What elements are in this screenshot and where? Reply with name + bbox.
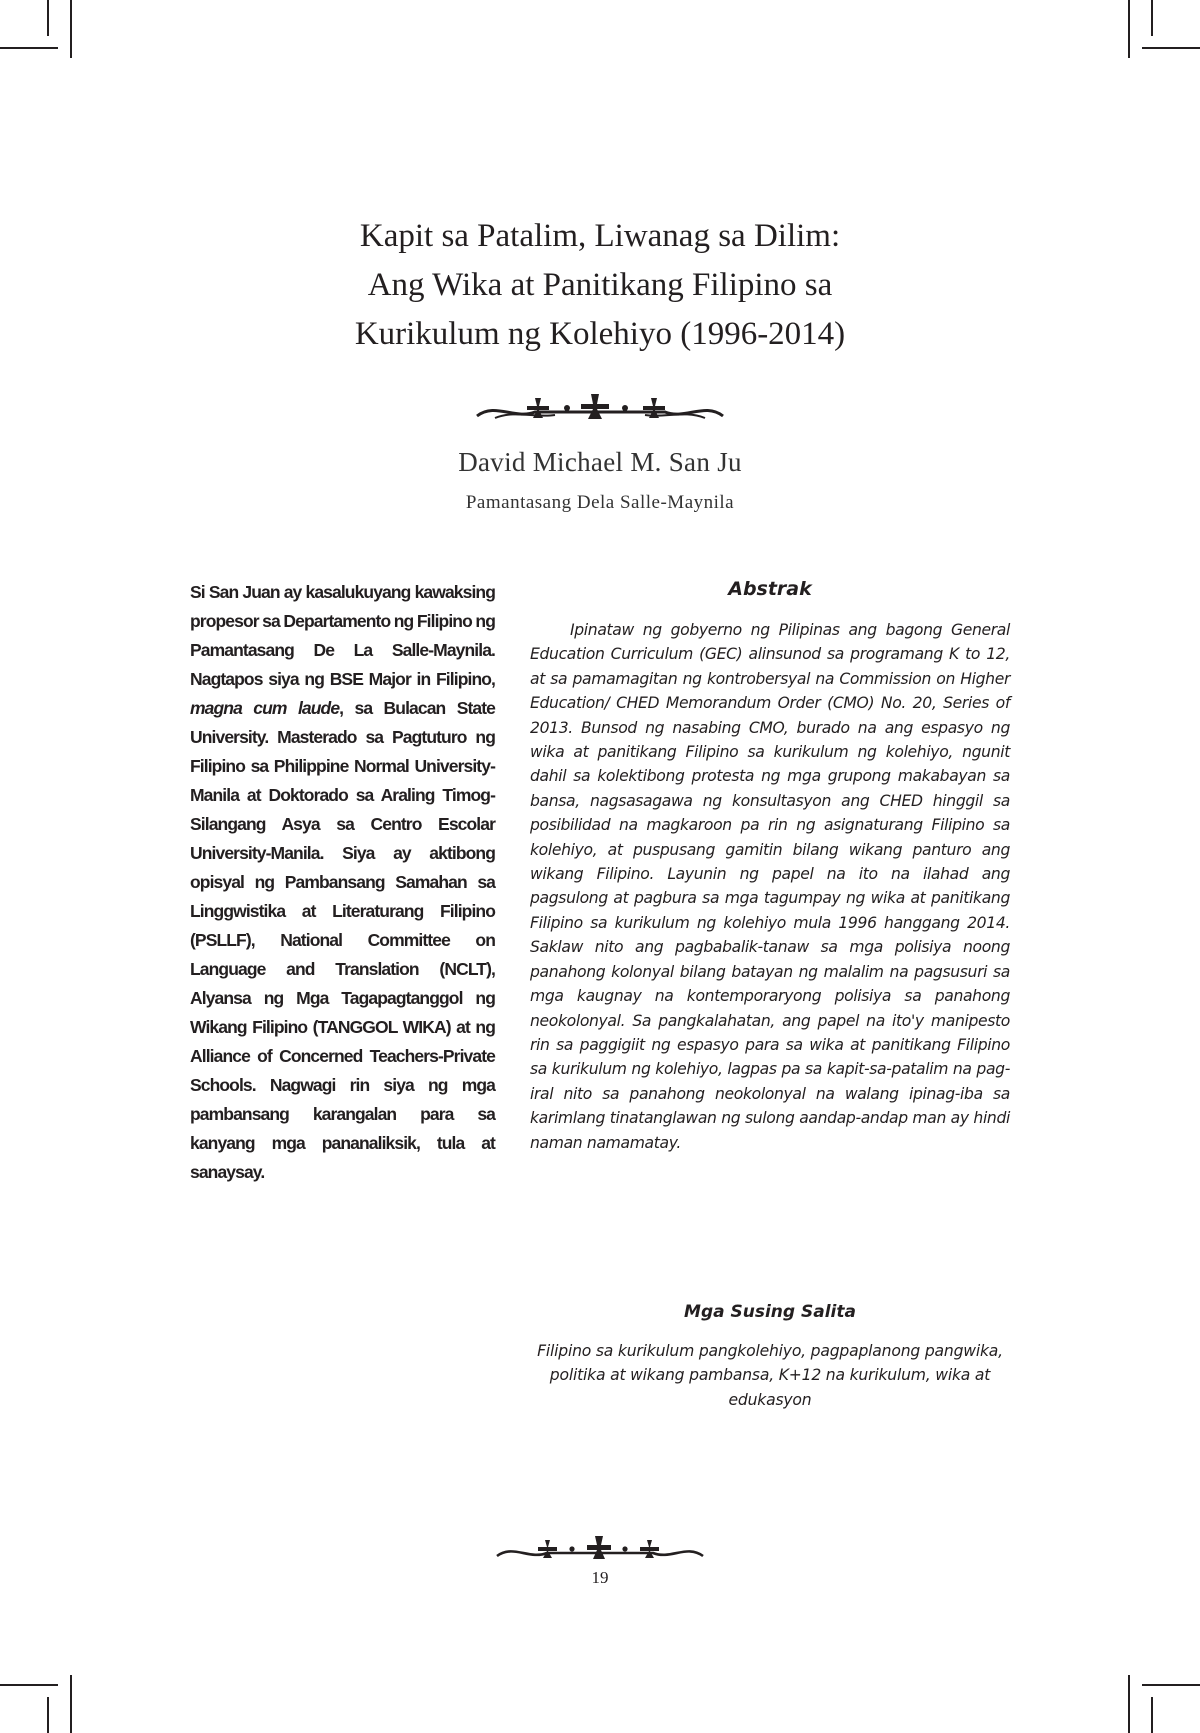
paper-title <box>260 212 940 359</box>
crop-mark-tr-v2 <box>1151 0 1153 36</box>
author-bio <box>190 578 495 1187</box>
author-affiliation: Pamantasang Dela Salle-Maynila <box>465 492 735 513</box>
crop-mark-bl-v2 <box>47 1697 49 1733</box>
crop-mark-bl-h <box>0 1684 58 1686</box>
crop-mark-tr-h <box>1142 47 1200 49</box>
title-line-1: Kapit sa Patalim, Liwanag sa Dilim: <box>359 218 841 254</box>
crop-mark-br-h <box>1142 1684 1200 1686</box>
keywords-body: Filipino sa kurikulum pangkolehiyo, pagpaplanong pangwika, politika at wikang pambansa, K+12 na kurikulum, wika at edukasyon <box>537 1342 1003 1409</box>
abstract-body <box>530 618 1010 1155</box>
crop-mark-bl-v <box>70 1675 72 1733</box>
bio-text-2: , sa Bulacan State University. Masterado sa Pagtuturo ng Filipino sa Philippine Normal University-Manila at Doktorado sa Araling Timog-Silangang Asya sa Centro Escolar University-Manila. Siya ay aktibong opisyal ng Pambansang Samahan sa Linggwistika at Literaturang Filipino (PSLLF), National Committee on Language and Translation (NCLT), Alyansa ng Mga Tagapagtanggol ng Wikang Filipino (TANGGOL WIKA) at ng Alliance of Concerned Teachers-Private Schools. Nagwagi rin siya ng mga pambansang karangalan para sa kanyang mga pananaliksik, tula at sanaysay. <box>190 698 495 1182</box>
abstract-paragraph: Ipinataw ng gobyerno ng Pilipinas ang bagong General Education Curriculum (GEC) alinsunod sa programang K to 12, at sa pamamagitan ng kontrobersyal na Commission on Higher Education/ CHED Memorandum Order (CMO) No. 20, Series of 2013. Bunsod ng nasabing CMO, burado na ang espasyo ng wika at panitikang Filipino sa kurikulum ng kolehiyo, ngunit dahil sa kolektibong protesta ng mga grupong makabayan sa bansa, nagsasagawa ng konsultasyon ang CHED hinggil sa posibilidad na magkaroon pa rin ng asignaturang Filipino sa kolehiyo, at puspusang gamitin bilang wikang panturo ang wikang Filipino. Layunin ng papel na ito na ilahad ang pagsulong at pagbura sa mga tagumpay ng wika at panitikang Filipino sa kurikulum ng kolehiyo mula 1996 hanggang 2014. Saklaw nito ang pagbabalik-tanaw sa mga polisiya noong panahong kolonyal bilang batayan ng malalim na pagsusuri sa mga kaugnay na kontemporaryong polisiya sa panahong neokolonyal. Sa pangkalahatan, ang papel na ito'y manipesto rin sa paggigiit ng espasyo para sa wika at panitikang Filipino sa kurikulum ng kolehiyo, lagpas pa sa kapit-sa-patalim na pag-iral nito sa panahong neokolonyal na walang ipinag-iba sa karimlang tinatanglawan ng sulong aandap-andap man ay hindi naman namamatay. <box>530 621 1010 1152</box>
crop-mark-br-v <box>1128 1675 1130 1733</box>
crop-mark-tr-v <box>1128 0 1130 58</box>
abstract-heading: Abstrak <box>728 578 812 600</box>
page-number: 19 <box>591 1568 609 1587</box>
title-line-3: Kurikulum ng Kolehiyo (1996-2014) <box>354 316 846 352</box>
crop-mark-tl-h <box>0 47 58 49</box>
crop-mark-tl-v <box>70 0 72 58</box>
title-line-2: Ang Wika at Panitikang Filipino sa <box>367 267 833 303</box>
ornament-divider-icon <box>475 388 725 424</box>
bio-italic: magna cum laude <box>190 698 340 718</box>
crop-mark-br-v2 <box>1151 1697 1153 1733</box>
bio-text-1: Si San Juan ay kasalukuyang kawaksing propesor sa Departamento ng Filipino ng Pamantasang De La Salle-Maynila. Nagtapos siya ng BSE Major in Filipino, <box>190 582 495 689</box>
crop-mark-tl-v2 <box>47 0 49 36</box>
keywords-heading: Mga Susing Salita <box>684 1302 856 1322</box>
author-name: David Michael M. San Ju <box>458 447 742 477</box>
ornament-footer-icon <box>495 1532 705 1564</box>
